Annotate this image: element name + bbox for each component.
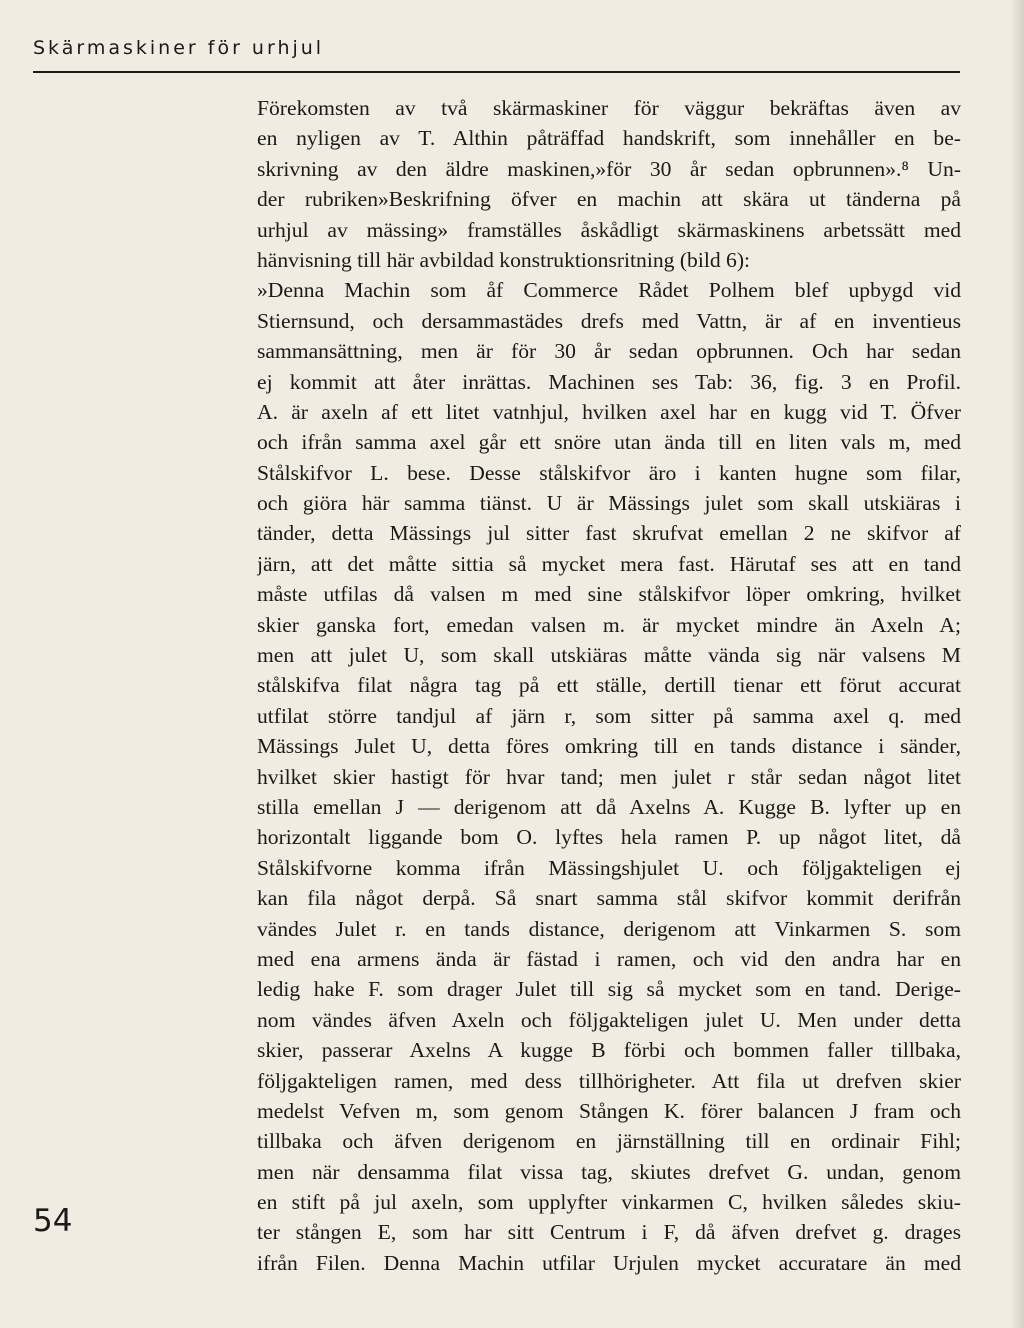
text-line: urhjul av mässing» framställes åskådligt skärmaskinens arbetssätt med: [257, 217, 961, 242]
text-line: der rubriken»Beskrifning öfver en machin att skära ut tänderna på: [257, 187, 961, 212]
text-line: »Denna Machin som åf Commerce Rådet Polhem blef upbygd vid: [257, 278, 961, 303]
text-line: Förekomsten av två skärmaskiner för väggur bekräftas även av: [257, 96, 961, 120]
text-line: utfilat större tandjul af järn r, som sitter på samma axel q. med: [257, 703, 961, 728]
body-text: [257, 93, 961, 1278]
text-line: ej kommit att åter inrättas. Machinen ses Tab: 36, fig. 3 en Profil.: [257, 369, 961, 394]
text-line: sammansättning, men är för 30 år sedan opbrunnen. Och har sedan: [257, 339, 961, 364]
text-line: Stålskifvorne komma ifrån Mässingshjulet U. och följgakteligen ej: [257, 855, 961, 880]
text-line: men att julet U, som skall utskiäras måtte vända sig när valsens M: [257, 643, 961, 668]
text-line: Stålskifvor L. bese. Desse stålskifvor äro i kanten hugne som filar,: [257, 460, 961, 485]
text-line: hvilket skier hastigt för hvar tand; men julet r står sedan något litet: [257, 764, 961, 789]
text-line: hänvisning till här avbildad konstruktionsritning (bild 6):: [257, 247, 751, 272]
text-line: stilla emellan J — derigenom att då Axelns A. Kugge B. lyfter up en: [257, 794, 961, 819]
text-line: men när densamma filat vissa tag, skiutes drefvet G. undan, genom: [257, 1159, 961, 1184]
text-line: A. är axeln af ett litet vatnhjul, hvilken axel har en kugg vid T. Öfver: [257, 399, 961, 424]
text-line: och ifrån samma axel går ett snöre utan ända till en liten vals m, med: [257, 430, 961, 455]
text-line: måste utfilas då valsen m med sine stålskifvor löper omkring, hvilket: [257, 582, 961, 607]
text-line: ledig hake F. som drager Julet till sig så mycket som en tand. Derige-: [257, 977, 961, 1002]
text-line: nom vändes äfven Axeln och följgakteligen julet U. Men under detta: [257, 1007, 961, 1032]
text-line: ifrån Filen. Denna Machin utfilar Urjulen mycket accuratare än med: [257, 1250, 961, 1275]
text-line: ter stången E, som har sitt Centrum i F, då äfven drefvet g. drages: [257, 1220, 961, 1245]
text-line: medelst Vefven m, som genom Stången K. förer balancen J fram och: [257, 1098, 961, 1123]
text-line: Mässings Julet U, detta föres omkring till en tands distance i sänder,: [257, 734, 961, 759]
text-line: skier ganska fort, emedan valsen m. är mycket mindre än Axeln A;: [257, 612, 961, 637]
text-line: skier, passerar Axelns A kugge B förbi och bommen faller tillbaka,: [257, 1038, 961, 1063]
text-line: med ena armens ända är fästad i ramen, och vid den andra har en: [257, 946, 961, 971]
page-number: 54: [33, 1203, 73, 1239]
text-line: en nyligen av T. Althin påträffad handskrift, som innehåller en be-: [257, 126, 961, 151]
text-line: skrivning av den äldre maskinen,»för 30 år sedan opbrunnen».⁸ Un-: [257, 156, 961, 181]
text-line: horizontalt liggande bom O. lyftes hela ramen P. up något litet, då: [257, 825, 961, 850]
header-rule: [33, 71, 960, 73]
text-line: järn, att det måtte sittia så mycket mera fast. Härutaf ses att en tand: [257, 551, 961, 576]
page-edge-shadow: [1010, 0, 1024, 1328]
text-line: tänder, detta Mässings jul sitter fast skrufvat emellan 2 ne skifvor af: [257, 521, 961, 546]
text-line: en stift på jul axeln, som upplyfter vinkarmen C, hvilken således skiu-: [257, 1190, 961, 1215]
text-line: vändes Julet r. en tands distance, derigenom att Vinkarmen S. som: [257, 916, 961, 941]
text-line: stålskifva filat några tag på ett ställe, dertill tienar ett förut accurat: [257, 673, 961, 698]
text-line: och giöra här samma tiänst. U är Mässings julet som skall utskiäras i: [257, 491, 961, 516]
text-line: följgakteligen ramen, med dess tillhörigheter. Att fila ut drefven skier: [257, 1068, 961, 1093]
running-head: Skärmaskiner för urhjul: [33, 37, 325, 59]
text-line: tillbaka och äfven derigenom en järnställning till en ordinair Fihl;: [257, 1129, 961, 1154]
text-line: kan fila något derpå. Så snart samma stål skifvor kommit derifrån: [257, 886, 961, 911]
text-line: Stiernsund, och dersammastädes drefs med Vattn, är af en inventieus: [257, 308, 961, 333]
